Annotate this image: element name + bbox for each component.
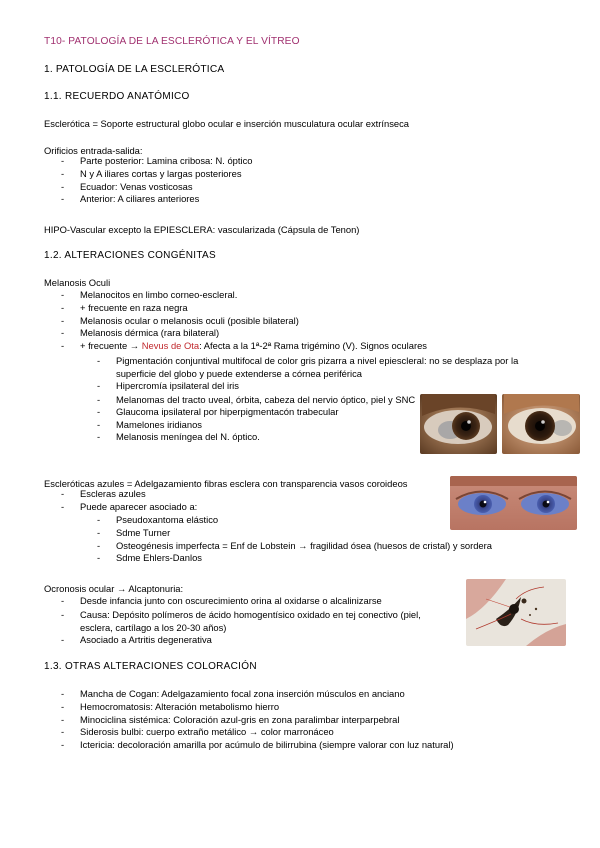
blue-sclera-photo	[450, 476, 577, 530]
list-item: - Escleras azules	[61, 488, 146, 499]
list-item: - Osteogénesis imperfecta = Enf de Lobstein → fragilidad ósea (huesos de cristal) y sordera	[97, 539, 492, 551]
otras-alteraciones-list	[61, 688, 454, 752]
list-item: - Melanosis dérmica (rara bilateral)	[61, 327, 220, 339]
orificios-list	[61, 155, 253, 206]
list-item: - Glaucoma ipsilateral por hiperpigmentacón trabecular	[97, 405, 339, 417]
list-item: - Causa: Depósito polímeros de ácido homogentísico oxidado en tej conectivo (piel, esclera, cartílago a los 20-30 años)	[61, 608, 421, 633]
list-item: - Hipercromía ipsilateral del iris	[97, 380, 239, 391]
list-item: - Asociado a Artritis degenerativa	[61, 633, 212, 645]
ocronosis-sclera-photo	[466, 579, 566, 646]
list-item: - Sdme Turner	[97, 526, 171, 538]
list-item: - Anterior: A ciliares anteriores	[61, 193, 200, 205]
list-item: - Parte posterior: Lamina cribosa: N. óptico	[61, 155, 253, 166]
esclerotica-definition: Esclerótica = Soporte estructural globo ocular e inserción musculatura ocular extrínseca	[44, 118, 410, 129]
nevus-ota-term: Nevus de Ota	[141, 340, 200, 352]
melanosis-list	[61, 289, 427, 353]
list-item: - Minociclina sistémica: Coloración azul-gris en zona paralimbar interparpebral	[61, 713, 400, 725]
section-heading-1-3: 1.3. OTRAS ALTERACIONES COLORACIÓN	[44, 661, 257, 672]
orificios-title: Orificios entrada-salida:	[44, 145, 143, 156]
list-item: - Melanomas del tracto uveal, órbita, cabeza del nervio óptico, piel y SNC	[97, 393, 416, 405]
list-item: - Mancha de Cogan: Adelgazamiento focal zona inserción músculos en anciano	[61, 688, 405, 699]
hipovascular-note: HIPO-Vascular excepto la EPIESCLERA: vascularizada (Cápsula de Tenon)	[44, 224, 360, 235]
list-item: - N y A iliares cortas y largas posteriores	[61, 167, 242, 179]
list-item: - Melanosis ocular o melanosis oculi (posible bilateral)	[61, 314, 299, 326]
list-item: - Sdme Ehlers-Danlos	[97, 552, 202, 564]
list-item: - Siderosis bulbi: cuerpo extraño metálico → color marronáceo	[61, 726, 334, 738]
azules-associated-list	[97, 514, 492, 565]
list-item: - Desde infancia junto con oscurecimiento orina al oxidarse o alcalinizarse	[61, 595, 382, 606]
section-heading-1: 1. PATOLOGÍA DE LA ESCLERÓTICA	[44, 64, 225, 75]
ocronosis-list	[61, 595, 450, 647]
ocronosis-title: Ocronosis ocular → Alcaptonuria:	[44, 583, 184, 594]
list-item: - Ictericia: decoloración amarilla por acúmulo de bilirrubina (siempre valorar con luz natural)	[61, 739, 454, 751]
escleroticas-azules-title: Escleróticas azules = Adelgazamiento fibras esclera con transparencia vasos coroideos	[44, 478, 408, 489]
section-heading-1-1: 1.1. RECUERDO ANATÓMICO	[44, 91, 190, 102]
melanosis-title: Melanosis Oculi	[44, 277, 111, 288]
escleroticas-azules-list	[61, 488, 198, 514]
section-heading-1-2: 1.2. ALTERACIONES CONGÉNITAS	[44, 250, 216, 261]
document-title: T10- PATOLOGÍA DE LA ESCLERÓTICA Y EL VÍTREO	[44, 36, 300, 47]
list-item: - + frecuente en raza negra	[61, 301, 188, 313]
list-item: - Melanocitos en limbo corneo-escleral.	[61, 289, 238, 300]
nevus-ota-eye-photo-2	[502, 394, 580, 454]
list-item: - Hemocromatosis: Alteración metabolismo hierro	[61, 700, 280, 712]
list-item: - Pigmentación conjuntival multifocal de color gris pizarra a nivel epiescleral: no se desplaza por la superficie del globo y puede extenderse a córnea periférica	[97, 355, 519, 379]
list-item-nevus-ota: - + frecuente → Nevus de Ota: Afecta a la 1ª-2ª Rama trigémino (V). Signos oculares	[61, 340, 427, 352]
list-item: - Melanosis meníngea del N. óptico.	[97, 431, 260, 443]
list-item: - Mamelones iridianos	[97, 418, 202, 430]
list-item: - Puede aparecer asociado a:	[61, 500, 198, 512]
list-item: - Ecuador: Venas vosticosas	[61, 180, 193, 192]
list-item: - Pseudoxantoma elástico	[97, 514, 219, 525]
nevus-ota-eye-photo-1	[420, 394, 497, 454]
